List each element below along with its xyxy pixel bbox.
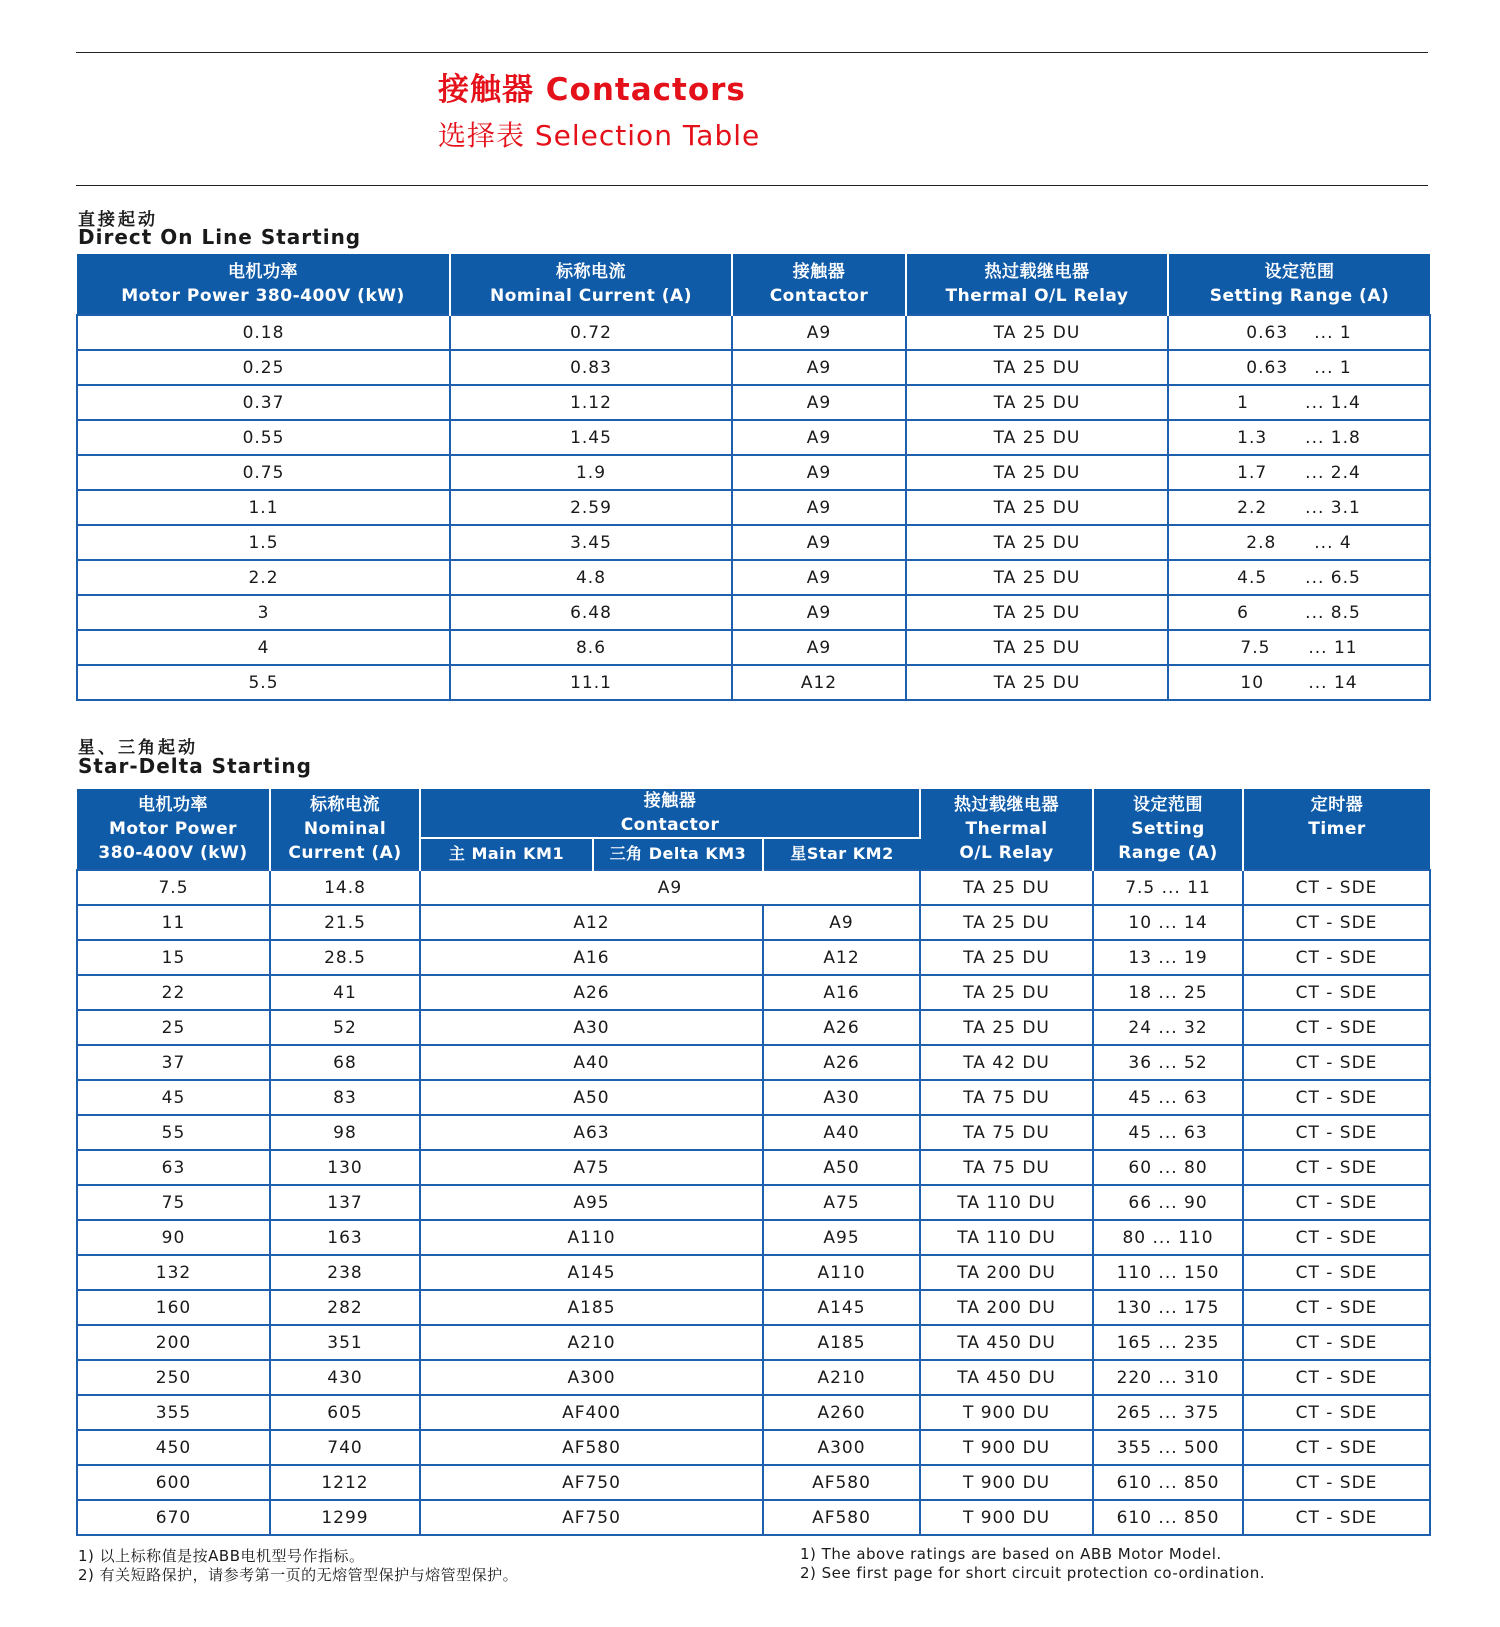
table-row (77, 490, 1430, 525)
relay-cell: TA 25 DU (920, 1010, 1093, 1045)
table-row (77, 1430, 1430, 1465)
timer-cell: CT - SDE (1243, 1185, 1430, 1220)
star-contactor-cell: A26 (763, 1010, 920, 1045)
nominal-current-cell: 0.72 (450, 315, 732, 350)
relay-cell: TA 25 DU (920, 975, 1093, 1010)
setting-range-cell: 66 ... 90 (1093, 1185, 1243, 1220)
nominal-current-cell: 1.9 (450, 455, 732, 490)
main-delta-contactor-cell: A75 (420, 1150, 763, 1185)
setting-range-cell: 24 ... 32 (1093, 1010, 1243, 1045)
range-low: 0.63 (1246, 357, 1289, 378)
nominal-current-cell: 605 (270, 1395, 420, 1430)
setting-range-cell: 80 ... 110 (1093, 1220, 1243, 1255)
timer-cell: CT - SDE (1243, 1500, 1430, 1535)
table-row (77, 1325, 1430, 1360)
nominal-current-cell: 6.48 (450, 595, 732, 630)
timer-cell: CT - SDE (1243, 1010, 1430, 1045)
main-delta-contactor-cell: A145 (420, 1255, 763, 1290)
timer-cell: CT - SDE (1243, 1290, 1430, 1325)
motor-power-cell: 250 (77, 1360, 270, 1395)
relay-cell: TA 25 DU (906, 630, 1168, 665)
sd-table (76, 789, 1431, 1536)
nominal-current-cell: 41 (270, 975, 420, 1010)
table-row (77, 1010, 1430, 1045)
nominal-current-cell: 52 (270, 1010, 420, 1045)
setting-range-cell (1168, 315, 1430, 350)
setting-range-cell (1168, 560, 1430, 595)
setting-range-cell: 45 ... 63 (1093, 1115, 1243, 1150)
setting-range-cell (1168, 385, 1430, 420)
main-delta-contactor-cell: A95 (420, 1185, 763, 1220)
nominal-current-cell: 1.45 (450, 420, 732, 455)
nominal-current-cell: 2.59 (450, 490, 732, 525)
relay-cell: TA 25 DU (906, 385, 1168, 420)
main-delta-contactor-cell: AF750 (420, 1465, 763, 1500)
table-row (77, 420, 1430, 455)
timer-cell: CT - SDE (1243, 1465, 1430, 1500)
timer-cell: CT - SDE (1243, 1220, 1430, 1255)
range-high: ... 6.5 (1305, 567, 1361, 588)
range-high: ... 1 (1314, 357, 1352, 378)
page-title: 接触器 Contactors (438, 72, 746, 108)
setting-range-cell (1168, 420, 1430, 455)
table-row (77, 665, 1430, 700)
table-row (77, 1185, 1430, 1220)
table-row (77, 1115, 1430, 1150)
main-delta-contactor-cell: AF580 (420, 1430, 763, 1465)
nominal-current-cell: 21.5 (270, 905, 420, 940)
dol-col-power: 电机功率 Motor Power 380-400V (kW) (77, 254, 450, 315)
contactor-cell: A9 (732, 560, 906, 595)
motor-power-cell: 25 (77, 1010, 270, 1045)
footnote-cn-1: 1) 以上标称值是按ABB电机型号作指标。 (78, 1547, 365, 1565)
nominal-current-cell: 8.6 (450, 630, 732, 665)
page-subtitle: 选择表 Selection Table (438, 119, 761, 152)
timer-cell: CT - SDE (1243, 1430, 1430, 1465)
star-contactor-cell: AF580 (763, 1465, 920, 1500)
motor-power-cell: 132 (77, 1255, 270, 1290)
setting-range-cell: 610 ... 850 (1093, 1500, 1243, 1535)
table-row (77, 595, 1430, 630)
setting-range-cell: 355 ... 500 (1093, 1430, 1243, 1465)
setting-range-cell: 110 ... 150 (1093, 1255, 1243, 1290)
table-row (77, 630, 1430, 665)
nominal-current-cell: 11.1 (450, 665, 732, 700)
nominal-current-cell: 0.83 (450, 350, 732, 385)
timer-cell: CT - SDE (1243, 1395, 1430, 1430)
nominal-current-cell: 1.12 (450, 385, 732, 420)
nominal-current-cell: 740 (270, 1430, 420, 1465)
sd-col-power: 电机功率 Motor Power 380-400V (kW) (77, 789, 270, 870)
main-delta-contactor-cell: A185 (420, 1290, 763, 1325)
range-low: 2.8 (1246, 532, 1277, 553)
setting-range-cell (1168, 630, 1430, 665)
contactor-cell: A9 (732, 630, 906, 665)
sd-col-timer: 定时器 Timer (1243, 789, 1430, 870)
setting-range-cell: 45 ... 63 (1093, 1080, 1243, 1115)
relay-cell: TA 25 DU (906, 350, 1168, 385)
dol-table (76, 254, 1431, 701)
relay-cell: TA 25 DU (906, 420, 1168, 455)
main-delta-contactor-cell: A12 (420, 905, 763, 940)
sd-col-main-km1: 主 Main KM1 (420, 838, 593, 870)
nominal-current-cell: 1212 (270, 1465, 420, 1500)
range-high: ... 1.4 (1305, 392, 1361, 413)
motor-power-cell: 11 (77, 905, 270, 940)
relay-cell: TA 25 DU (906, 595, 1168, 630)
star-contactor-cell: A30 (763, 1080, 920, 1115)
timer-cell: CT - SDE (1243, 1150, 1430, 1185)
star-contactor-cell: A40 (763, 1115, 920, 1150)
sd-section-title-en: Star-Delta Starting (78, 754, 312, 778)
relay-cell: TA 25 DU (906, 525, 1168, 560)
table-row (77, 1465, 1430, 1500)
main-delta-contactor-cell: A50 (420, 1080, 763, 1115)
setting-range-cell: 10 ... 14 (1093, 905, 1243, 940)
dol-section-title-en: Direct On Line Starting (78, 225, 362, 249)
motor-power-cell: 3 (77, 595, 450, 630)
motor-power-cell: 355 (77, 1395, 270, 1430)
relay-cell: TA 450 DU (920, 1360, 1093, 1395)
sd-col-contactor: 接触器 Contactor (420, 789, 920, 838)
table-row (77, 455, 1430, 490)
contactor-cell: A9 (732, 420, 906, 455)
nominal-current-cell: 14.8 (270, 870, 420, 905)
timer-cell: CT - SDE (1243, 1115, 1430, 1150)
star-contactor-cell: A145 (763, 1290, 920, 1325)
relay-cell: TA 450 DU (920, 1325, 1093, 1360)
setting-range-cell: 13 ... 19 (1093, 940, 1243, 975)
relay-cell: TA 75 DU (920, 1115, 1093, 1150)
main-delta-contactor-cell: A300 (420, 1360, 763, 1395)
footnote-cn-2: 2) 有关短路保护，请参考第一页的无熔管型保护与熔管型保护。 (78, 1566, 519, 1584)
sd-col-range: 设定范围 Setting Range (A) (1093, 789, 1243, 870)
setting-range-cell: 18 ... 25 (1093, 975, 1243, 1010)
table-row (77, 315, 1430, 350)
range-high: ... 1.8 (1305, 427, 1361, 448)
setting-range-cell: 60 ... 80 (1093, 1150, 1243, 1185)
main-delta-contactor-cell: A40 (420, 1045, 763, 1080)
range-high: ... 11 (1308, 637, 1358, 658)
relay-cell: T 900 DU (920, 1465, 1093, 1500)
footnote-en-1: 1) The above ratings are based on ABB Motor Model. (800, 1545, 1222, 1563)
motor-power-cell: 0.37 (77, 385, 450, 420)
table-row (77, 870, 1430, 905)
star-contactor-cell: A50 (763, 1150, 920, 1185)
star-contactor-cell: A185 (763, 1325, 920, 1360)
relay-cell: T 900 DU (920, 1430, 1093, 1465)
sd-col-relay: 热过载继电器 Thermal O/L Relay (920, 789, 1093, 870)
relay-cell: TA 42 DU (920, 1045, 1093, 1080)
sd-section-title-cn: 星、三角起动 (78, 738, 198, 758)
nominal-current-cell: 163 (270, 1220, 420, 1255)
timer-cell: CT - SDE (1243, 940, 1430, 975)
sd-header-row (77, 789, 1430, 838)
star-contactor-cell: AF580 (763, 1500, 920, 1535)
table-row (77, 1500, 1430, 1535)
nominal-current-cell: 1299 (270, 1500, 420, 1535)
table-row (77, 385, 1430, 420)
motor-power-cell: 0.75 (77, 455, 450, 490)
setting-range-cell: 36 ... 52 (1093, 1045, 1243, 1080)
relay-cell: TA 25 DU (906, 455, 1168, 490)
range-high: ... 1 (1314, 322, 1352, 343)
motor-power-cell: 45 (77, 1080, 270, 1115)
timer-cell: CT - SDE (1243, 1325, 1430, 1360)
relay-cell: T 900 DU (920, 1500, 1093, 1535)
contactor-cell: A9 (732, 490, 906, 525)
star-contactor-cell: A210 (763, 1360, 920, 1395)
setting-range-cell: 265 ... 375 (1093, 1395, 1243, 1430)
contactor-cell: A9 (732, 525, 906, 560)
range-low: 6 (1237, 602, 1249, 623)
range-low: 1.3 (1237, 427, 1268, 448)
setting-range-cell: 130 ... 175 (1093, 1290, 1243, 1325)
main-delta-contactor-cell: A26 (420, 975, 763, 1010)
table-row (77, 1255, 1430, 1290)
contactor-cell: A9 (732, 385, 906, 420)
relay-cell: TA 110 DU (920, 1185, 1093, 1220)
relay-cell: TA 25 DU (906, 665, 1168, 700)
table-row (77, 1290, 1430, 1325)
table-row (77, 560, 1430, 595)
relay-cell: TA 25 DU (920, 905, 1093, 940)
timer-cell: CT - SDE (1243, 1255, 1430, 1290)
setting-range-cell: 610 ... 850 (1093, 1465, 1243, 1500)
table-row (77, 1395, 1430, 1430)
motor-power-cell: 4 (77, 630, 450, 665)
motor-power-cell: 200 (77, 1325, 270, 1360)
nominal-current-cell: 282 (270, 1290, 420, 1325)
header-rule (76, 185, 1428, 186)
sd-col-delta-km3: 三角 Delta KM3 (593, 838, 763, 870)
range-low: 2.2 (1237, 497, 1268, 518)
range-low: 0.63 (1246, 322, 1289, 343)
range-high: ... 2.4 (1305, 462, 1361, 483)
main-delta-contactor-cell: A210 (420, 1325, 763, 1360)
dol-col-contactor: 接触器 Contactor (732, 254, 906, 315)
timer-cell: CT - SDE (1243, 870, 1430, 905)
setting-range-cell (1168, 490, 1430, 525)
main-delta-contactor-cell: AF750 (420, 1500, 763, 1535)
relay-cell: TA 25 DU (920, 870, 1093, 905)
relay-cell: TA 25 DU (906, 315, 1168, 350)
main-delta-contactor-cell: A30 (420, 1010, 763, 1045)
motor-power-cell: 75 (77, 1185, 270, 1220)
relay-cell: TA 25 DU (906, 490, 1168, 525)
table-row (77, 940, 1430, 975)
contactor-cell: A12 (732, 665, 906, 700)
motor-power-cell: 22 (77, 975, 270, 1010)
range-low: 1.7 (1237, 462, 1268, 483)
table-row (77, 1360, 1430, 1395)
contactor-cell: A9 (732, 455, 906, 490)
timer-cell: CT - SDE (1243, 1080, 1430, 1115)
star-contactor-cell: A110 (763, 1255, 920, 1290)
range-low: 7.5 (1240, 637, 1271, 658)
star-contactor-cell: A12 (763, 940, 920, 975)
star-contactor-cell: A300 (763, 1430, 920, 1465)
nominal-current-cell: 28.5 (270, 940, 420, 975)
motor-power-cell: 7.5 (77, 870, 270, 905)
dol-col-relay: 热过载继电器 Thermal O/L Relay (906, 254, 1168, 315)
main-delta-contactor-cell: A63 (420, 1115, 763, 1150)
setting-range-cell (1168, 455, 1430, 490)
relay-cell: TA 200 DU (920, 1290, 1093, 1325)
footnote-en-2: 2) See first page for short circuit protection co-ordination. (800, 1564, 1266, 1582)
range-high: ... 8.5 (1305, 602, 1361, 623)
star-contactor-cell: A26 (763, 1045, 920, 1080)
setting-range-cell: 165 ... 235 (1093, 1325, 1243, 1360)
timer-cell: CT - SDE (1243, 1360, 1430, 1395)
setting-range-cell (1168, 595, 1430, 630)
motor-power-cell: 1.5 (77, 525, 450, 560)
contactor-cell: A9 (732, 315, 906, 350)
setting-range-cell (1168, 665, 1430, 700)
nominal-current-cell: 238 (270, 1255, 420, 1290)
star-contactor-cell: A16 (763, 975, 920, 1010)
motor-power-cell: 2.2 (77, 560, 450, 595)
motor-power-cell: 600 (77, 1465, 270, 1500)
relay-cell: TA 25 DU (906, 560, 1168, 595)
timer-cell: CT - SDE (1243, 975, 1430, 1010)
dol-col-current: 标称电流 Nominal Current (A) (450, 254, 732, 315)
motor-power-cell: 90 (77, 1220, 270, 1255)
range-low: 10 (1240, 672, 1265, 693)
relay-cell: TA 200 DU (920, 1255, 1093, 1290)
motor-power-cell: 670 (77, 1500, 270, 1535)
table-row (77, 525, 1430, 560)
table-row (77, 905, 1430, 940)
motor-power-cell: 55 (77, 1115, 270, 1150)
range-low: 4.5 (1237, 567, 1268, 588)
motor-power-cell: 5.5 (77, 665, 450, 700)
main-delta-contactor-cell: AF400 (420, 1395, 763, 1430)
nominal-current-cell: 137 (270, 1185, 420, 1220)
setting-range-cell (1168, 525, 1430, 560)
timer-cell: CT - SDE (1243, 1045, 1430, 1080)
nominal-current-cell: 3.45 (450, 525, 732, 560)
table-row (77, 350, 1430, 385)
relay-cell: TA 25 DU (920, 940, 1093, 975)
nominal-current-cell: 351 (270, 1325, 420, 1360)
setting-range-cell: 7.5 ... 11 (1093, 870, 1243, 905)
range-low: 1 (1237, 392, 1249, 413)
timer-cell: CT - SDE (1243, 905, 1430, 940)
nominal-current-cell: 83 (270, 1080, 420, 1115)
contactor-cell: A9 (732, 595, 906, 630)
motor-power-cell: 37 (77, 1045, 270, 1080)
nominal-current-cell: 68 (270, 1045, 420, 1080)
motor-power-cell: 1.1 (77, 490, 450, 525)
table-row (77, 1150, 1430, 1185)
top-rule (76, 52, 1428, 53)
star-contactor-cell: A95 (763, 1220, 920, 1255)
motor-power-cell: 63 (77, 1150, 270, 1185)
motor-power-cell: 160 (77, 1290, 270, 1325)
dol-section-title-cn: 直接起动 (78, 210, 158, 230)
dol-header-row (77, 254, 1430, 315)
table-row (77, 975, 1430, 1010)
motor-power-cell: 450 (77, 1430, 270, 1465)
main-delta-contactor-cell: A110 (420, 1220, 763, 1255)
sd-col-star-km2: 星Star KM2 (763, 838, 920, 870)
motor-power-cell: 0.55 (77, 420, 450, 455)
range-high: ... 3.1 (1305, 497, 1361, 518)
star-contactor-cell: A260 (763, 1395, 920, 1430)
star-contactor-cell: A9 (763, 905, 920, 940)
contactor-cell: A9 (732, 350, 906, 385)
relay-cell: TA 110 DU (920, 1220, 1093, 1255)
nominal-current-cell: 98 (270, 1115, 420, 1150)
setting-range-cell (1168, 350, 1430, 385)
sd-col-current: 标称电流 Nominal Current (A) (270, 789, 420, 870)
nominal-current-cell: 430 (270, 1360, 420, 1395)
star-contactor-cell: A75 (763, 1185, 920, 1220)
motor-power-cell: 0.18 (77, 315, 450, 350)
table-row (77, 1045, 1430, 1080)
dol-col-range: 设定范围 Setting Range (A) (1168, 254, 1430, 315)
motor-power-cell: 0.25 (77, 350, 450, 385)
setting-range-cell: 220 ... 310 (1093, 1360, 1243, 1395)
table-row (77, 1080, 1430, 1115)
main-delta-contactor-cell: A16 (420, 940, 763, 975)
nominal-current-cell: 4.8 (450, 560, 732, 595)
table-row (77, 1220, 1430, 1255)
relay-cell: TA 75 DU (920, 1150, 1093, 1185)
relay-cell: TA 75 DU (920, 1080, 1093, 1115)
motor-power-cell: 15 (77, 940, 270, 975)
contactor-all-cell: A9 (420, 870, 920, 905)
range-high: ... 4 (1314, 532, 1352, 553)
relay-cell: T 900 DU (920, 1395, 1093, 1430)
nominal-current-cell: 130 (270, 1150, 420, 1185)
range-high: ... 14 (1308, 672, 1358, 693)
